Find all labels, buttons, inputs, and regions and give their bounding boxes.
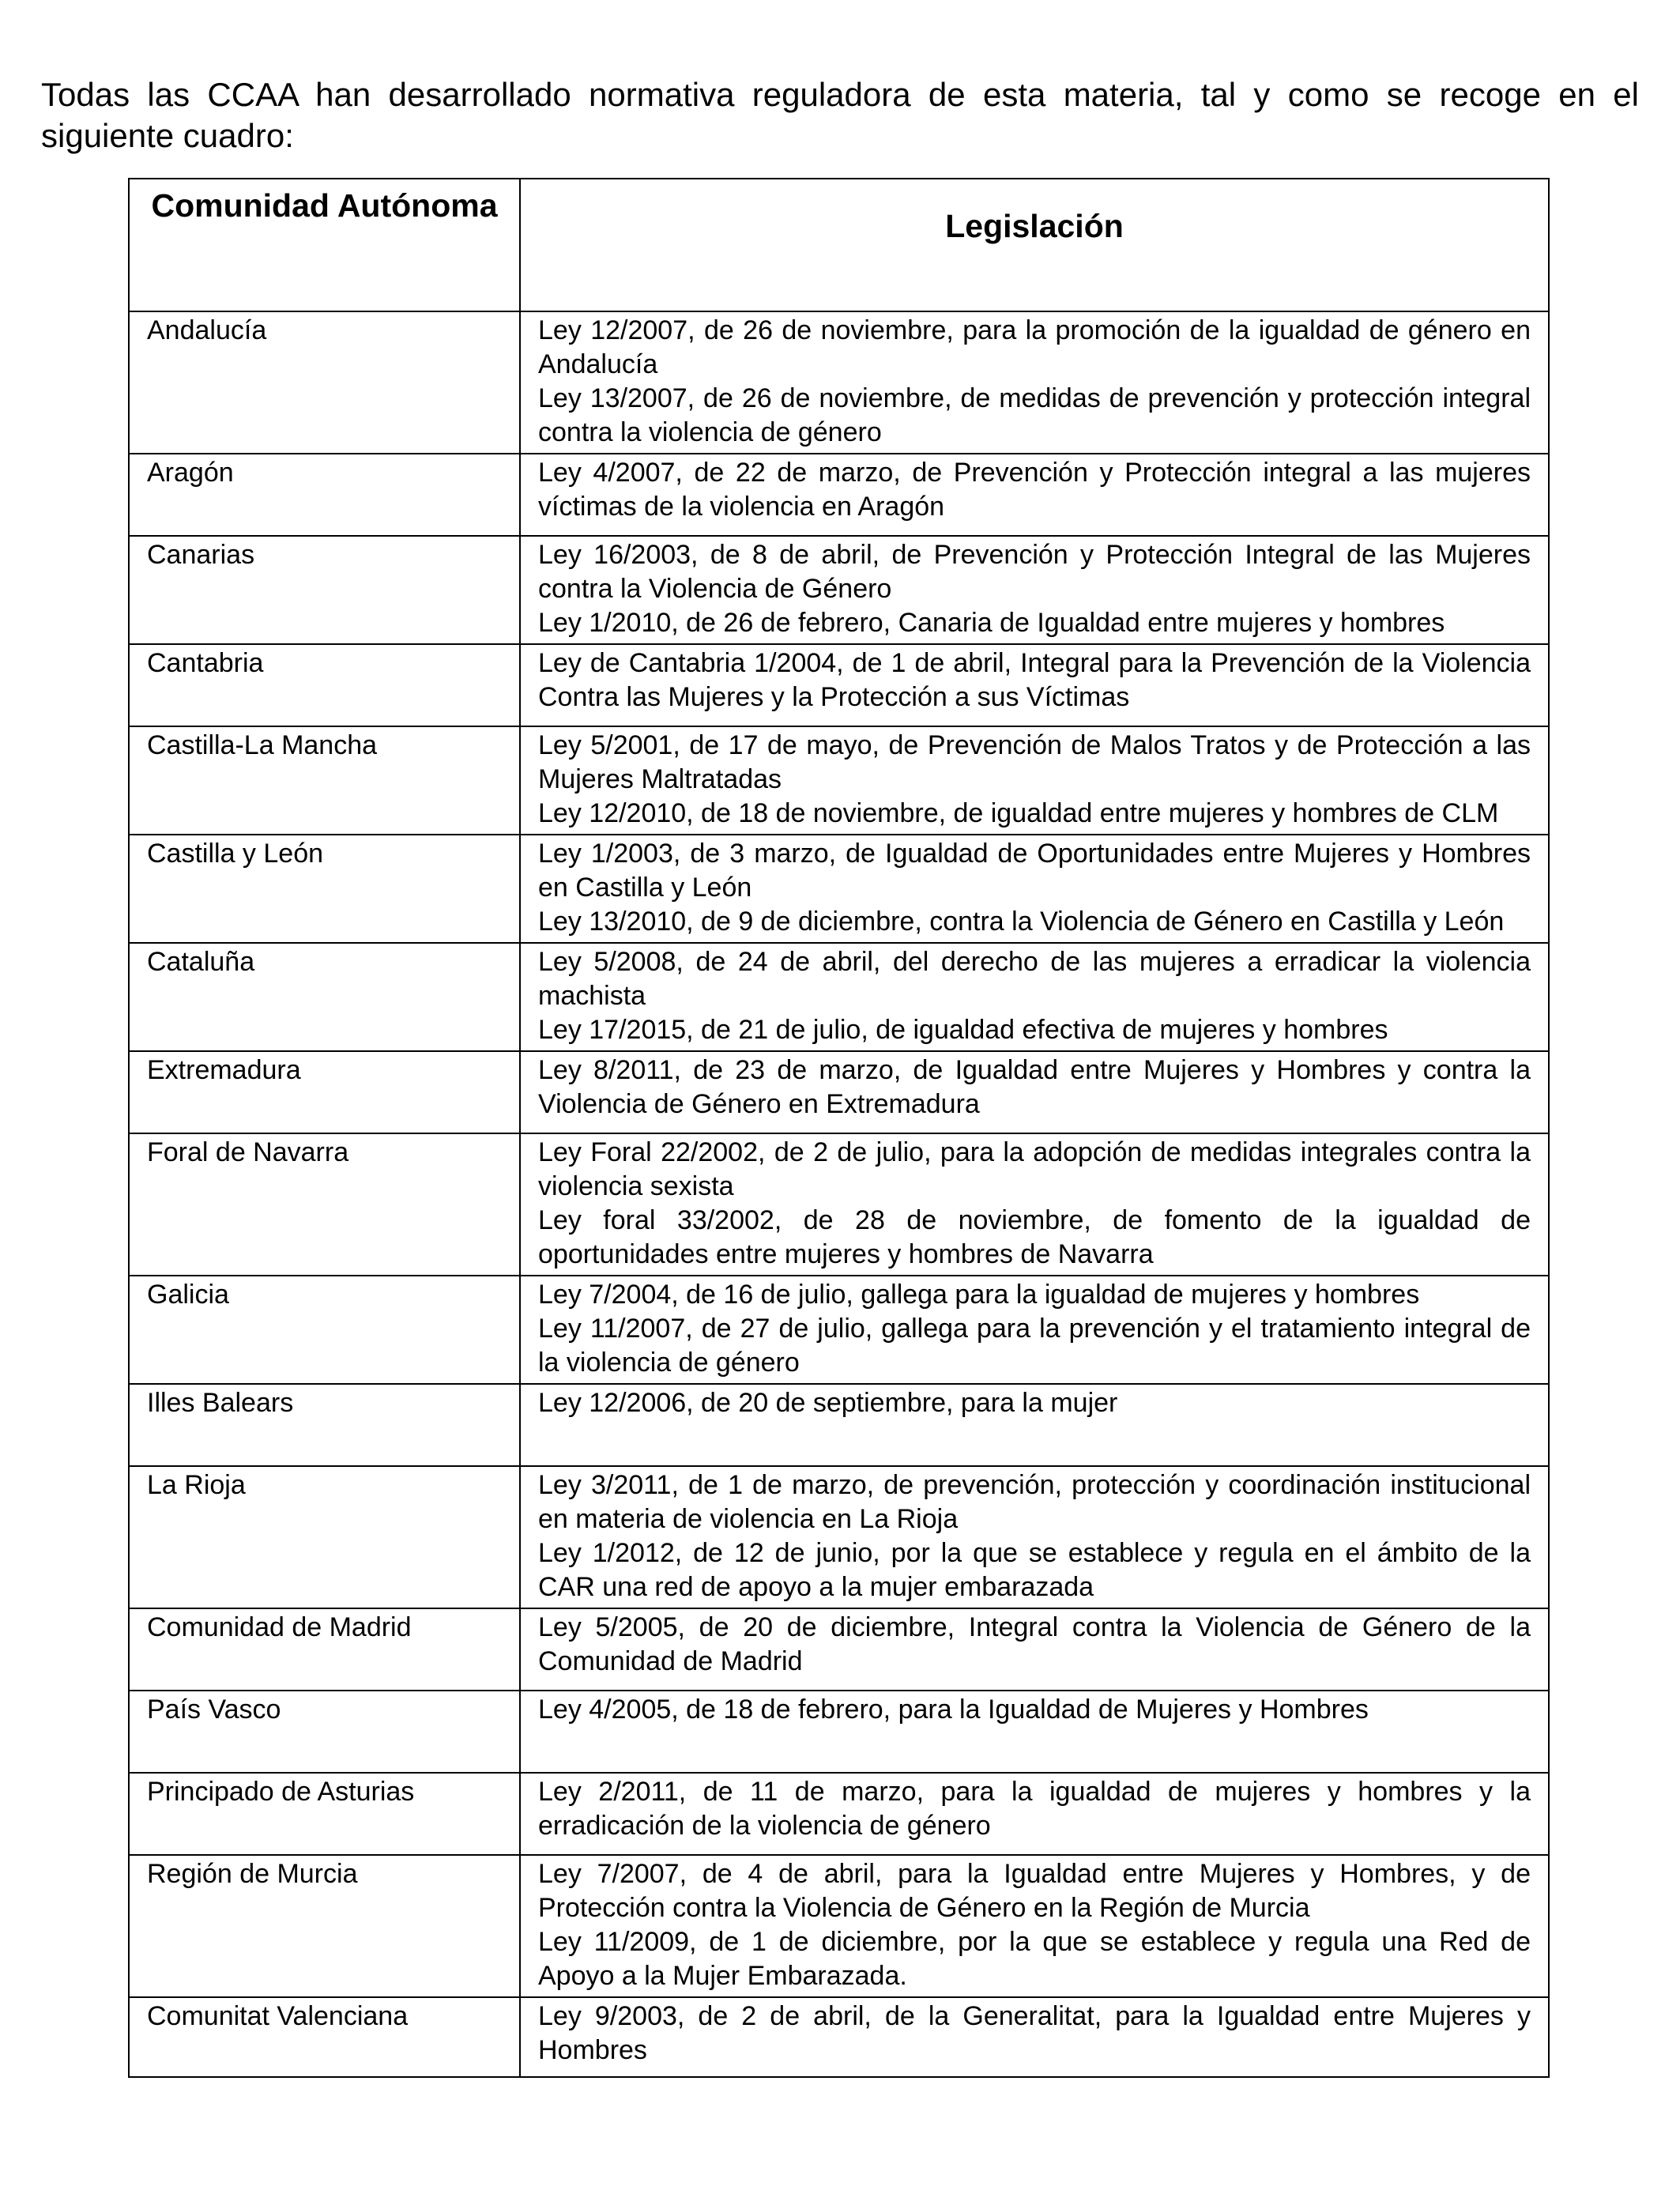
law-entry: Ley 12/2006, de 20 de septiembre, para la mujer bbox=[538, 1388, 1118, 1418]
law-entry: Ley 13/2010, de 9 de diciembre, contra la Violencia de Género en Castilla y León bbox=[538, 907, 1505, 937]
intro-paragraph: Todas las CCAA han desarrollado normativa reguladora de esta materia, tal y como se recoge en el siguiente cuadro: bbox=[41, 76, 1639, 154]
legislation-cell bbox=[520, 454, 1549, 536]
table-row bbox=[129, 1466, 1549, 1608]
law-entry: Ley 7/2004, de 16 de julio, gallega para la igualdad de mujeres y hombres bbox=[538, 1280, 1420, 1310]
region-cell: Illes Balears bbox=[129, 1384, 520, 1466]
table-row bbox=[129, 1276, 1549, 1384]
table-row bbox=[129, 536, 1549, 644]
legislation-cell bbox=[520, 311, 1549, 454]
legislation-cell bbox=[520, 1855, 1549, 1997]
region-cell: Castilla-La Mancha bbox=[129, 726, 520, 835]
legislation-cell bbox=[520, 1276, 1549, 1384]
table-row bbox=[129, 1133, 1549, 1276]
region-cell: La Rioja bbox=[129, 1466, 520, 1608]
law-entry: Ley 5/2001, de 17 de mayo, de Prevención de Malos Tratos y de Protección a las Mujeres Maltratadas bbox=[538, 730, 1531, 794]
law-entry: Ley 16/2003, de 8 de abril, de Prevención y Protección Integral de las Mujeres contra la Violencia de Género bbox=[538, 540, 1531, 604]
table-body bbox=[129, 311, 1549, 2077]
law-entry: Ley 1/2010, de 26 de febrero, Canaria de Igualdad entre mujeres y hombres bbox=[538, 608, 1445, 638]
legislation-cell bbox=[520, 1051, 1549, 1133]
table-row bbox=[129, 1773, 1549, 1855]
legislation-cell bbox=[520, 644, 1549, 726]
region-cell: Canarias bbox=[129, 536, 520, 644]
region-cell: Cataluña bbox=[129, 943, 520, 1051]
legislation-cell bbox=[520, 835, 1549, 943]
law-entry: Ley Foral 22/2002, de 2 de julio, para la adopción de medidas integrales contra la violencia sexista bbox=[538, 1137, 1531, 1201]
law-entry: Ley 5/2008, de 24 de abril, del derecho de las mujeres a erradicar la violencia machista bbox=[538, 947, 1531, 1011]
table-row bbox=[129, 454, 1549, 536]
region-cell: Foral de Navarra bbox=[129, 1133, 520, 1276]
region-cell: Cantabria bbox=[129, 644, 520, 726]
law-entry: Ley 13/2007, de 26 de noviembre, de medidas de prevención y protección integral contra la violencia de género bbox=[538, 383, 1531, 447]
law-entry: Ley 1/2003, de 3 marzo, de Igualdad de Oportunidades entre Mujeres y Hombres en Castilla y León bbox=[538, 839, 1531, 903]
region-cell: Región de Murcia bbox=[129, 1855, 520, 1997]
law-entry: Ley 12/2010, de 18 de noviembre, de igualdad entre mujeres y hombres de CLM bbox=[538, 798, 1499, 828]
table-row bbox=[129, 1997, 1549, 2077]
law-entry: Ley 17/2015, de 21 de julio, de igualdad efectiva de mujeres y hombres bbox=[538, 1015, 1388, 1045]
law-entry: Ley 4/2005, de 18 de febrero, para la Igualdad de Mujeres y Hombres bbox=[538, 1695, 1369, 1725]
law-entry: Ley 2/2011, de 11 de marzo, para la igualdad de mujeres y hombres y la erradicación de la violencia de género bbox=[538, 1777, 1531, 1841]
region-cell: Andalucía bbox=[129, 311, 520, 454]
table-header-row bbox=[129, 179, 1549, 311]
law-entry: Ley 9/2003, de 2 de abril, de la Generalitat, para la Igualdad entre Mujeres y Hombres bbox=[538, 2001, 1531, 2065]
region-cell: Extremadura bbox=[129, 1051, 520, 1133]
law-entry: Ley de Cantabria 1/2004, de 1 de abril, Integral para la Prevención de la Violencia Contra las Mujeres y la Protección a sus Víctimas bbox=[538, 648, 1531, 712]
table-row bbox=[129, 644, 1549, 726]
region-cell: País Vasco bbox=[129, 1691, 520, 1773]
legislation-table bbox=[128, 178, 1550, 2078]
legislation-cell bbox=[520, 1466, 1549, 1608]
region-cell: Comunidad de Madrid bbox=[129, 1608, 520, 1691]
table-row bbox=[129, 1691, 1549, 1773]
law-entry: Ley 8/2011, de 23 de marzo, de Igualdad entre Mujeres y Hombres y contra la Violencia de Género en Extremadura bbox=[538, 1055, 1531, 1119]
legislation-cell bbox=[520, 1691, 1549, 1773]
legislation-cell bbox=[520, 1608, 1549, 1691]
table-row bbox=[129, 311, 1549, 454]
region-cell: Castilla y León bbox=[129, 835, 520, 943]
table-row bbox=[129, 726, 1549, 835]
table-row bbox=[129, 1855, 1549, 1997]
legislation-cell bbox=[520, 1997, 1549, 2077]
header-legislation: Legislación bbox=[520, 179, 1549, 311]
law-entry: Ley 11/2009, de 1 de diciembre, por la que se establece y regula una Red de Apoyo a la Mujer Embarazada. bbox=[538, 1927, 1531, 1991]
legislation-cell bbox=[520, 726, 1549, 835]
region-cell: Aragón bbox=[129, 454, 520, 536]
law-entry: Ley 5/2005, de 20 de diciembre, Integral contra la Violencia de Género de la Comunidad de Madrid bbox=[538, 1612, 1531, 1676]
law-entry: Ley 12/2007, de 26 de noviembre, para la promoción de la igualdad de género en Andalucía bbox=[538, 315, 1531, 379]
region-cell: Principado de Asturias bbox=[129, 1773, 520, 1855]
law-entry: Ley foral 33/2002, de 28 de noviembre, de fomento de la igualdad de oportunidades entre mujeres y hombres de Navarra bbox=[538, 1205, 1531, 1269]
law-entry: Ley 11/2007, de 27 de julio, gallega para la prevención y el tratamiento integral de la violencia de género bbox=[538, 1314, 1531, 1378]
law-entry: Ley 3/2011, de 1 de marzo, de prevención, protección y coordinación institucional en materia de violencia en La Rioja bbox=[538, 1470, 1531, 1534]
law-entry: Ley 4/2007, de 22 de marzo, de Prevención y Protección integral a las mujeres víctimas de la violencia en Aragón bbox=[538, 458, 1531, 522]
region-cell: Galicia bbox=[129, 1276, 520, 1384]
legislation-cell bbox=[520, 1384, 1549, 1466]
law-entry: Ley 7/2007, de 4 de abril, para la Igualdad entre Mujeres y Hombres, y de Protección contra la Violencia de Género en la Región de Murcia bbox=[538, 1859, 1531, 1923]
table-row bbox=[129, 1051, 1549, 1133]
table-row bbox=[129, 1384, 1549, 1466]
law-entry: Ley 1/2012, de 12 de junio, por la que se establece y regula en el ámbito de la CAR una red de apoyo a la mujer embarazada bbox=[538, 1538, 1531, 1602]
table-row bbox=[129, 835, 1549, 943]
table-row bbox=[129, 943, 1549, 1051]
legislation-cell bbox=[520, 1773, 1549, 1855]
legislation-cell bbox=[520, 536, 1549, 644]
legislation-cell bbox=[520, 943, 1549, 1051]
header-region: Comunidad Autónoma bbox=[129, 179, 520, 311]
table-row bbox=[129, 1608, 1549, 1691]
legislation-cell bbox=[520, 1133, 1549, 1276]
region-cell: Comunitat Valenciana bbox=[129, 1997, 520, 2077]
